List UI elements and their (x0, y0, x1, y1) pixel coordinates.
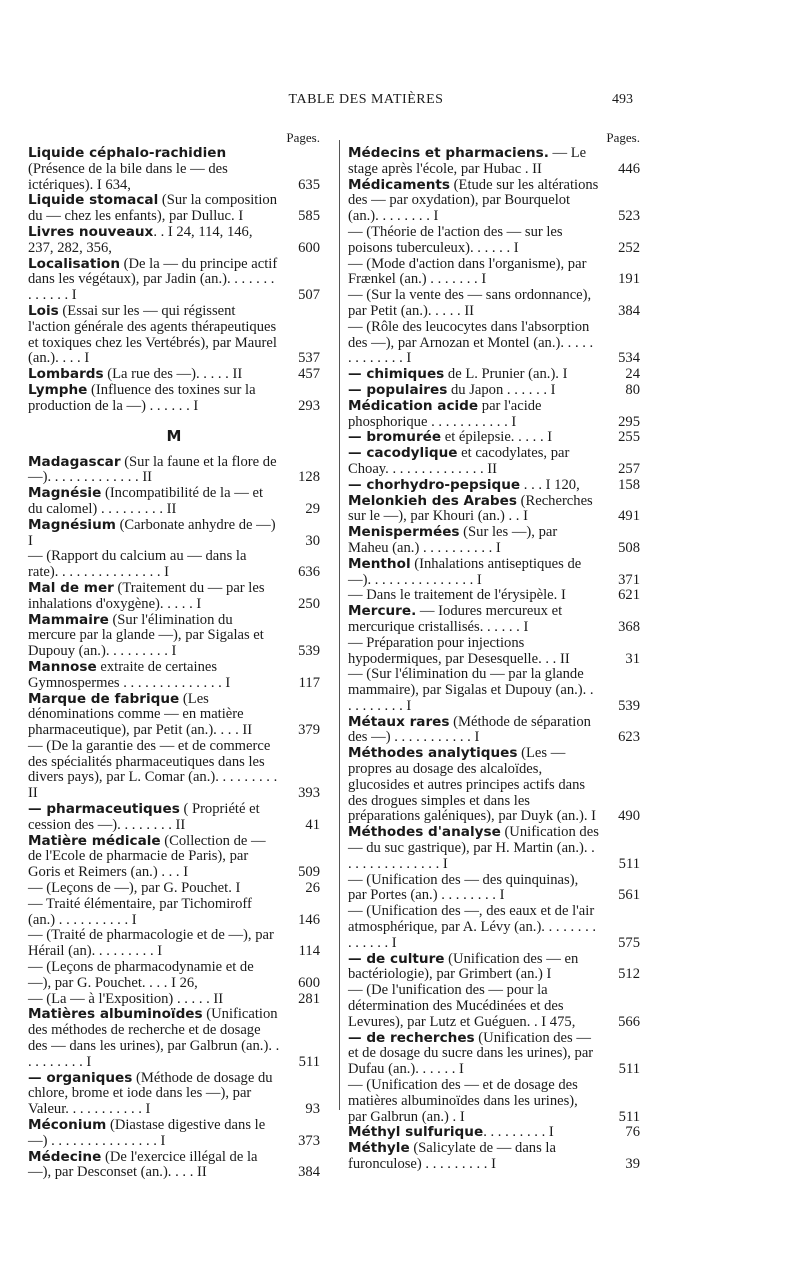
entry-text: . . I 24, 114, 146, 237, 282, 356, (28, 223, 253, 256)
entry-text: (Sur la composition du — chez les enfants), par Dulluc. I (28, 192, 278, 225)
entry-heading: Médicaments (348, 176, 451, 193)
index-entry (28, 225, 320, 257)
entry-heading: Méthodes d'analyse (348, 824, 501, 841)
index-entry (28, 739, 320, 802)
entry-text: (Unification des — et de dosage du sucre dans les urines), par Dufau (an.). . . . . . I (348, 1029, 594, 1078)
entry-heading: Menispermées (348, 524, 460, 541)
entry-text: (Unification des — en bactériologie), par Grimbert (an.) I (348, 950, 579, 983)
index-entry (348, 383, 640, 399)
index-entry (28, 549, 320, 581)
entry-page: 26 (305, 880, 320, 897)
entry-text: (Les dénominations comme — en matière pharmaceutique), par Petit (an.). . . . II (28, 690, 253, 739)
entry-text: (Essai sur les — qui régissent l'action générale des agents thérapeutiques et toxiques chez les Vertébrés), par Maurel (an.). . . . I (28, 302, 277, 367)
left-column (28, 130, 320, 1181)
entry-heading: Méthodes analytiques (348, 745, 518, 762)
entry-text: et cacodylates, par Choay. . . . . . . . . . . . . . II (348, 445, 570, 477)
entry-text: — (Traité de pharmacologie et de —), par Hérail (an). . . . . . . . . I (28, 927, 274, 960)
index-entry (348, 367, 640, 383)
entry-text: (Salicylate de — dans la furonculose) . . . . . . . . . I (348, 1140, 556, 1172)
entry-text: (Traitement du — par les inhalations d'oxygène). . . . . I (28, 579, 265, 612)
entry-heading: — organiques (28, 1069, 133, 1086)
entry-heading: Médecine (28, 1148, 102, 1165)
entry-text: — (Unification des — des quinquinas), par Portes (an.) . . . . . . . . I (348, 871, 579, 904)
index-entry (348, 873, 640, 905)
entry-page: 600 (298, 239, 320, 256)
entry-page: 393 (298, 785, 320, 802)
entry-heading: Livres nouveaux (28, 223, 154, 240)
entry-page: 511 (298, 1053, 320, 1070)
index-entry (28, 383, 320, 415)
entry-heading: Matières albuminoïdes (28, 1006, 203, 1023)
entry-heading: — chorhydro-pepsique (348, 476, 521, 493)
entry-heading: Méthyle (348, 1140, 410, 1157)
entry-text: et épilepsie. . . . . I (441, 429, 553, 446)
entry-page: 250 (298, 595, 320, 612)
index-entry (28, 146, 320, 193)
right-column (348, 130, 640, 1173)
entry-page: 24 (625, 366, 640, 383)
index-entry (348, 825, 640, 872)
entry-page: 621 (618, 587, 640, 604)
index-entry (348, 1125, 640, 1141)
entry-page: 635 (298, 176, 320, 193)
entry-page: 255 (618, 429, 640, 446)
entry-page: 636 (298, 564, 320, 581)
entry-page: 80 (625, 381, 640, 398)
entry-heading: — bromurée (348, 429, 442, 446)
entry-page: 191 (618, 271, 640, 288)
entry-text: — (Leçons de pharmacodynamie et de —), par G. Pouchet. . . . I 26, (28, 959, 254, 991)
entry-page: 295 (618, 413, 640, 430)
entry-text: — (De l'unification des — pour la détermination des Mucédinées et des Levures), par Lutz et Guéguen. . I 475, (348, 982, 576, 1030)
entry-heading: Lymphe (28, 381, 88, 398)
index-entry (28, 660, 320, 692)
pages-label: Pages. (606, 130, 640, 145)
entry-heading: Médecins et pharmaciens. (348, 145, 549, 161)
index-entry (28, 1007, 320, 1070)
entry-text: (La rue des —). . . . . II (103, 366, 243, 383)
entry-page: 561 (618, 887, 640, 904)
entry-page: 93 (305, 1101, 320, 1118)
entry-page: 368 (618, 618, 640, 635)
entry-heading: Lombards (28, 366, 104, 383)
index-entry (28, 193, 320, 225)
entry-heading: Menthol (348, 555, 411, 572)
entry-text: (Présence de la bile dans le — des ictériques). I 634, (28, 160, 228, 193)
entry-page: 575 (618, 934, 640, 951)
index-entry (348, 525, 640, 557)
entry-text: (Recherches sur le —), par Khouri (an.) . . I (348, 492, 593, 525)
index-entry (348, 288, 640, 320)
entry-text: (Les — propres au dosage des alcaloïdes, glucosides et autres principes actifs dans des drogues simples et dans les préparations galéniques), par Duyk (an.). I (348, 745, 597, 825)
entry-page: 114 (298, 943, 320, 960)
index-entry (348, 588, 640, 604)
index-entry (28, 692, 320, 739)
index-entry (28, 581, 320, 613)
entry-text: ( Propriété et cession des —). . . . . . . . II (28, 801, 260, 833)
column-divider (339, 140, 340, 1110)
entry-text: (Etude sur les altérations des — par oxydation), par Bourquelot (an.). . . . . . . . I (348, 176, 599, 225)
entry-text: par l'acide phosphorique . . . . . . . . . . . I (348, 397, 542, 430)
entry-text: (Sur la faune et la flore de —). . . . . . . . . . . . . II (28, 453, 277, 486)
index-entry (348, 604, 640, 636)
index-entry (348, 983, 640, 1030)
entry-heading: Médication acide (348, 397, 479, 414)
entry-page: 491 (618, 508, 640, 525)
entry-page: 511 (618, 1108, 640, 1125)
entry-text: (De l'exercice illégal de la —), par Desconset (an.). . . . II (28, 1148, 258, 1181)
index-entry (348, 257, 640, 289)
index-entry (348, 557, 640, 589)
entry-heading: Mercure. (348, 603, 417, 620)
entry-heading: Méconium (28, 1117, 107, 1134)
entry-text: — Préparation pour injections hypodermiques, par Desesquelle. . . II (348, 634, 570, 667)
entry-heading: — de culture (348, 950, 445, 967)
entry-heading: Mannose (28, 658, 97, 675)
entry-heading: — cacodylique (348, 445, 458, 462)
entry-page: 281 (298, 990, 320, 1007)
entry-page: 537 (298, 350, 320, 367)
index-entry (348, 746, 640, 825)
index-entry (28, 1071, 320, 1118)
entry-heading: — de recherches (348, 1029, 475, 1046)
index-entry (28, 455, 320, 487)
index-entry (28, 1118, 320, 1150)
entry-heading: Magnésium (28, 516, 116, 533)
index-entry (28, 304, 320, 367)
index-entry (348, 178, 640, 225)
entry-text: (Méthode de dosage du chlore, brome et iode dans les —), par Valeur. . . . . . . . . . . I (28, 1069, 273, 1118)
index-entry (348, 667, 640, 714)
index-entry (28, 992, 320, 1008)
entry-page: 29 (305, 500, 320, 517)
entry-page: 373 (298, 1132, 320, 1149)
entry-text: (Unification des — du suc gastrique), par H. Martin (an.). . . . . . . . . . . . . . . I (348, 824, 599, 872)
entry-heading: Liquide céphalo-rachidien (28, 145, 227, 161)
entry-page: 293 (298, 397, 320, 414)
entry-text: — (Unification des —, des eaux et de l'air atmosphérique, par A. Lévy (an.). . . . . . . . . . . . . . I (348, 903, 597, 951)
entry-heading: — chimiques (348, 366, 445, 383)
entry-text: — (Théorie de l'action des — sur les poisons tuberculeux). . . . . . I (348, 223, 563, 256)
entry-page: 600 (298, 974, 320, 991)
entry-heading: — pharmaceutiques (28, 801, 180, 818)
entry-page: 158 (618, 476, 640, 493)
index-entry (28, 613, 320, 660)
index-entry (348, 1078, 640, 1125)
entry-text: (Diastase digestive dans le —) . . . . . . . . . . . . . . . I (28, 1117, 266, 1149)
entry-heading: Mal de mer (28, 579, 114, 596)
entry-text: — (Rôle des leucocytes dans l'absorption des —), par Arnozan et Montel (an.). . . . . . . . . . . . . I (348, 318, 594, 367)
index-entry (28, 802, 320, 834)
entry-text: — (Sur l'élimination du — par la glande mammaire), par Sigalas et Dupouy (an.). . . . . . . . . . I (348, 666, 594, 714)
entry-heading: Madagascar (28, 453, 121, 470)
entry-text: . . . I 120, (520, 476, 580, 493)
entry-heading: Marque de fabrique (28, 690, 180, 707)
entry-heading: Méthyl sulfurique (348, 1124, 484, 1141)
entry-text: — (La — à l'Exposition) . . . . . II (28, 990, 224, 1007)
entry-page: 30 (305, 532, 320, 549)
entry-page: 146 (298, 911, 320, 928)
index-entry (348, 952, 640, 984)
entry-heading: Magnésie (28, 485, 102, 502)
entry-page: 508 (618, 539, 640, 556)
index-entry (28, 960, 320, 992)
entry-page: 523 (618, 208, 640, 225)
entry-text: — (Unification des — et de dosage des matières albuminoïdes dans les urines), par Galbrun (an.) . I (348, 1077, 578, 1125)
entry-text: (Unification des méthodes de recherche et de dosage des — dans les urines), par Galbrun (an.). . . . . . . . . . I (28, 1006, 280, 1070)
entry-text: (Influence des toxines sur la production de la —) . . . . . . I (28, 381, 256, 414)
entries-m-section (28, 455, 320, 1182)
entry-page: 539 (618, 697, 640, 714)
index-entry (348, 494, 640, 526)
entry-text: — Le stage après l'école, par Hubac . II (348, 145, 587, 177)
entry-page: 566 (618, 1013, 640, 1030)
entry-page: 76 (625, 1124, 640, 1141)
entry-text: (Méthode de séparation des —) . . . . . . . . . . . I (348, 713, 591, 746)
entry-page: 257 (618, 460, 640, 477)
index-entry (348, 446, 640, 478)
index-entry (28, 897, 320, 929)
section-letter: M (166, 426, 182, 445)
entry-page: 507 (298, 287, 320, 304)
entry-text: (Carbonate anhydre de —) I (28, 516, 276, 549)
entry-text: — Dans le traitement de l'érysipèle. I (348, 587, 566, 604)
entry-page: 379 (298, 722, 320, 739)
entry-text: — Iodures mercureux et mercurique cristallisés. . . . . . I (348, 603, 563, 635)
entry-text: (Incompatibilité de la — et du calomel) . . . . . . . . . II (28, 485, 264, 517)
entry-page: 31 (625, 650, 640, 667)
index-entry (348, 1031, 640, 1078)
index-entry (348, 904, 640, 951)
entries-m-continued (348, 146, 640, 1173)
entry-text: — (Leçons de —), par G. Pouchet. I (28, 880, 241, 897)
entry-page: 585 (298, 208, 320, 225)
entry-page: 511 (618, 1061, 640, 1078)
index-entry (348, 636, 640, 668)
entry-page: 490 (618, 808, 640, 825)
entry-heading: Matière médicale (28, 832, 161, 849)
index-entry (348, 320, 640, 367)
index-entry (348, 146, 640, 178)
entry-heading: Mammaire (28, 611, 109, 628)
index-entry (28, 881, 320, 897)
entry-heading: Lois (28, 302, 59, 319)
entry-text: (Collection de — de l'Ecole de pharmacie de Paris), par Goris et Reimers (an.) . . . I (28, 832, 266, 881)
entry-page: 252 (618, 239, 640, 256)
entry-page: 509 (298, 864, 320, 881)
index-entry (28, 834, 320, 881)
index-entry (348, 1141, 640, 1173)
entry-page: 384 (618, 302, 640, 319)
entry-text: — Traité élémentaire, par Tichomiroff (an.) . . . . . . . . . . I (28, 895, 252, 928)
entry-heading: Melonkieh des Arabes (348, 492, 517, 509)
page-number: 493 (612, 92, 633, 107)
index-entry (348, 225, 640, 257)
entry-text: (Sur les —), par Maheu (an.) . . . . . . . . . . I (348, 524, 558, 556)
entry-page: 371 (618, 571, 640, 588)
entries-l-section (28, 146, 320, 415)
entry-heading: — populaires (348, 381, 448, 398)
entry-page: 39 (625, 1156, 640, 1172)
entry-page: 511 (618, 855, 640, 872)
index-entry (348, 478, 640, 494)
pages-label: Pages. (286, 130, 320, 145)
entry-page: 41 (305, 816, 320, 833)
index-entry (28, 1150, 320, 1182)
index-entry (28, 518, 320, 550)
index-entry (348, 430, 640, 446)
page-header (0, 92, 800, 114)
index-entry (28, 367, 320, 383)
index-entry (28, 257, 320, 304)
entry-page: 117 (298, 674, 320, 691)
entry-text: . . . . . . . . . I (483, 1124, 554, 1141)
entry-text: du Japon . . . . . . I (447, 381, 556, 398)
entry-heading: Métaux rares (348, 713, 450, 730)
entry-text: (Inhalations antiseptiques de —). . . . . . . . . . . . . . . I (348, 555, 582, 588)
entry-page: 512 (618, 966, 640, 983)
index-entry (348, 399, 640, 431)
index-entry (348, 715, 640, 747)
entry-text: — (De la garantie des — et de commerce des spécialités pharmaceutiques dans les divers pays), par L. Comar (an.). . . . . . . . . II (28, 737, 278, 802)
entry-text: de L. Prunier (an.). I (444, 366, 568, 383)
entry-page: 539 (298, 643, 320, 660)
running-title: TABLE DES MATIÈRES (288, 92, 444, 107)
index-entry (28, 486, 320, 518)
entry-page: 457 (298, 366, 320, 383)
entry-page: 446 (618, 160, 640, 177)
entry-page: 623 (618, 729, 640, 746)
entry-text: — (Mode d'action dans l'organisme), par Frænkel (an.) . . . . . . . I (348, 255, 587, 288)
entry-text: — (Rapport du calcium au — dans la rate). . . . . . . . . . . . . . . I (28, 548, 247, 581)
entry-heading: Liquide stomacal (28, 192, 159, 209)
entry-text: — (Sur la vente des — sans ordonnance), par Petit (an.). . . . . II (348, 287, 592, 319)
entry-page: 128 (298, 469, 320, 486)
entry-page: 534 (618, 350, 640, 367)
entry-text: extraite de certaines Gymnospermes . . . . . . . . . . . . . . I (28, 658, 231, 691)
entry-text: (De la — du principe actif dans les végétaux), par Jadin (an.). . . . . . . . . . . . . I (28, 255, 278, 304)
entry-text: (Sur l'élimination du mercure par la glande —), par Sigalas et Dupouy (an.). . . . . . . . . I (28, 611, 264, 660)
entry-page: 384 (298, 1164, 320, 1181)
index-entry (28, 928, 320, 960)
entry-heading: Localisation (28, 255, 120, 272)
